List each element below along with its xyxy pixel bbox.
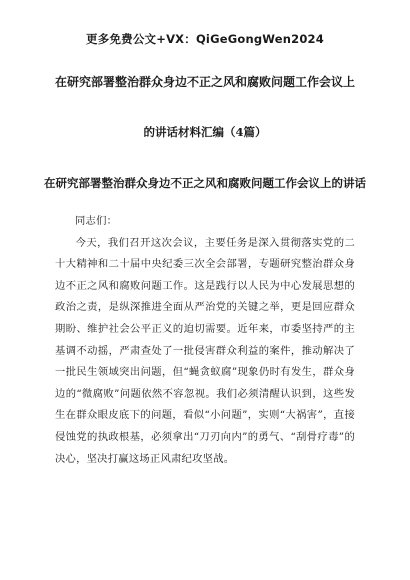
body-paragraph: 今天，我们召开这次会议，主要任务是深入贯彻落实党的二十大精神和二十届中央纪委三次全会部署，专题研究整治群众身边不正之风和腐败问题工作。这是践行以人民为中心发展思想的政治之责，是纵深推进全面从严治党的关键之举，更是回应群众期盼、维护社会公平正义的迫切需要。近年来，市委坚持严的主基调不动摇，严肃查处了一批侵害群众利益的案件，推动解决了一批民生领域突出问题，但“蝇贪蚁腐”现象仍时有发生，群众身边的“微腐败”问题依然不容忽视。我们必须清醒认识到，这些发生在群众眼皮底下的问题，看似“小问题”，实则“大祸害”，直接侵蚀党的执政根基，必须拿出“刀刃向内”的勇气、“刮骨疗毒”的决心，坚决打赢这场正风肃纪攻坚战。 — [55, 236, 355, 465]
salutation: 同志们： — [75, 215, 118, 227]
speech-title: 在研究部署整治群众身边不正之风和腐败问题工作会议上的讲话 — [44, 176, 366, 190]
document-title-line-2: 的讲话材料汇编（4篇） — [143, 125, 267, 139]
promo-banner: 更多免费公文+VX：QiGeGongWen2024 — [86, 32, 324, 46]
document-title-line-1: 在研究部署整治群众身边不正之风和腐败问题工作会议上 — [54, 75, 355, 89]
document-body — [55, 211, 355, 470]
